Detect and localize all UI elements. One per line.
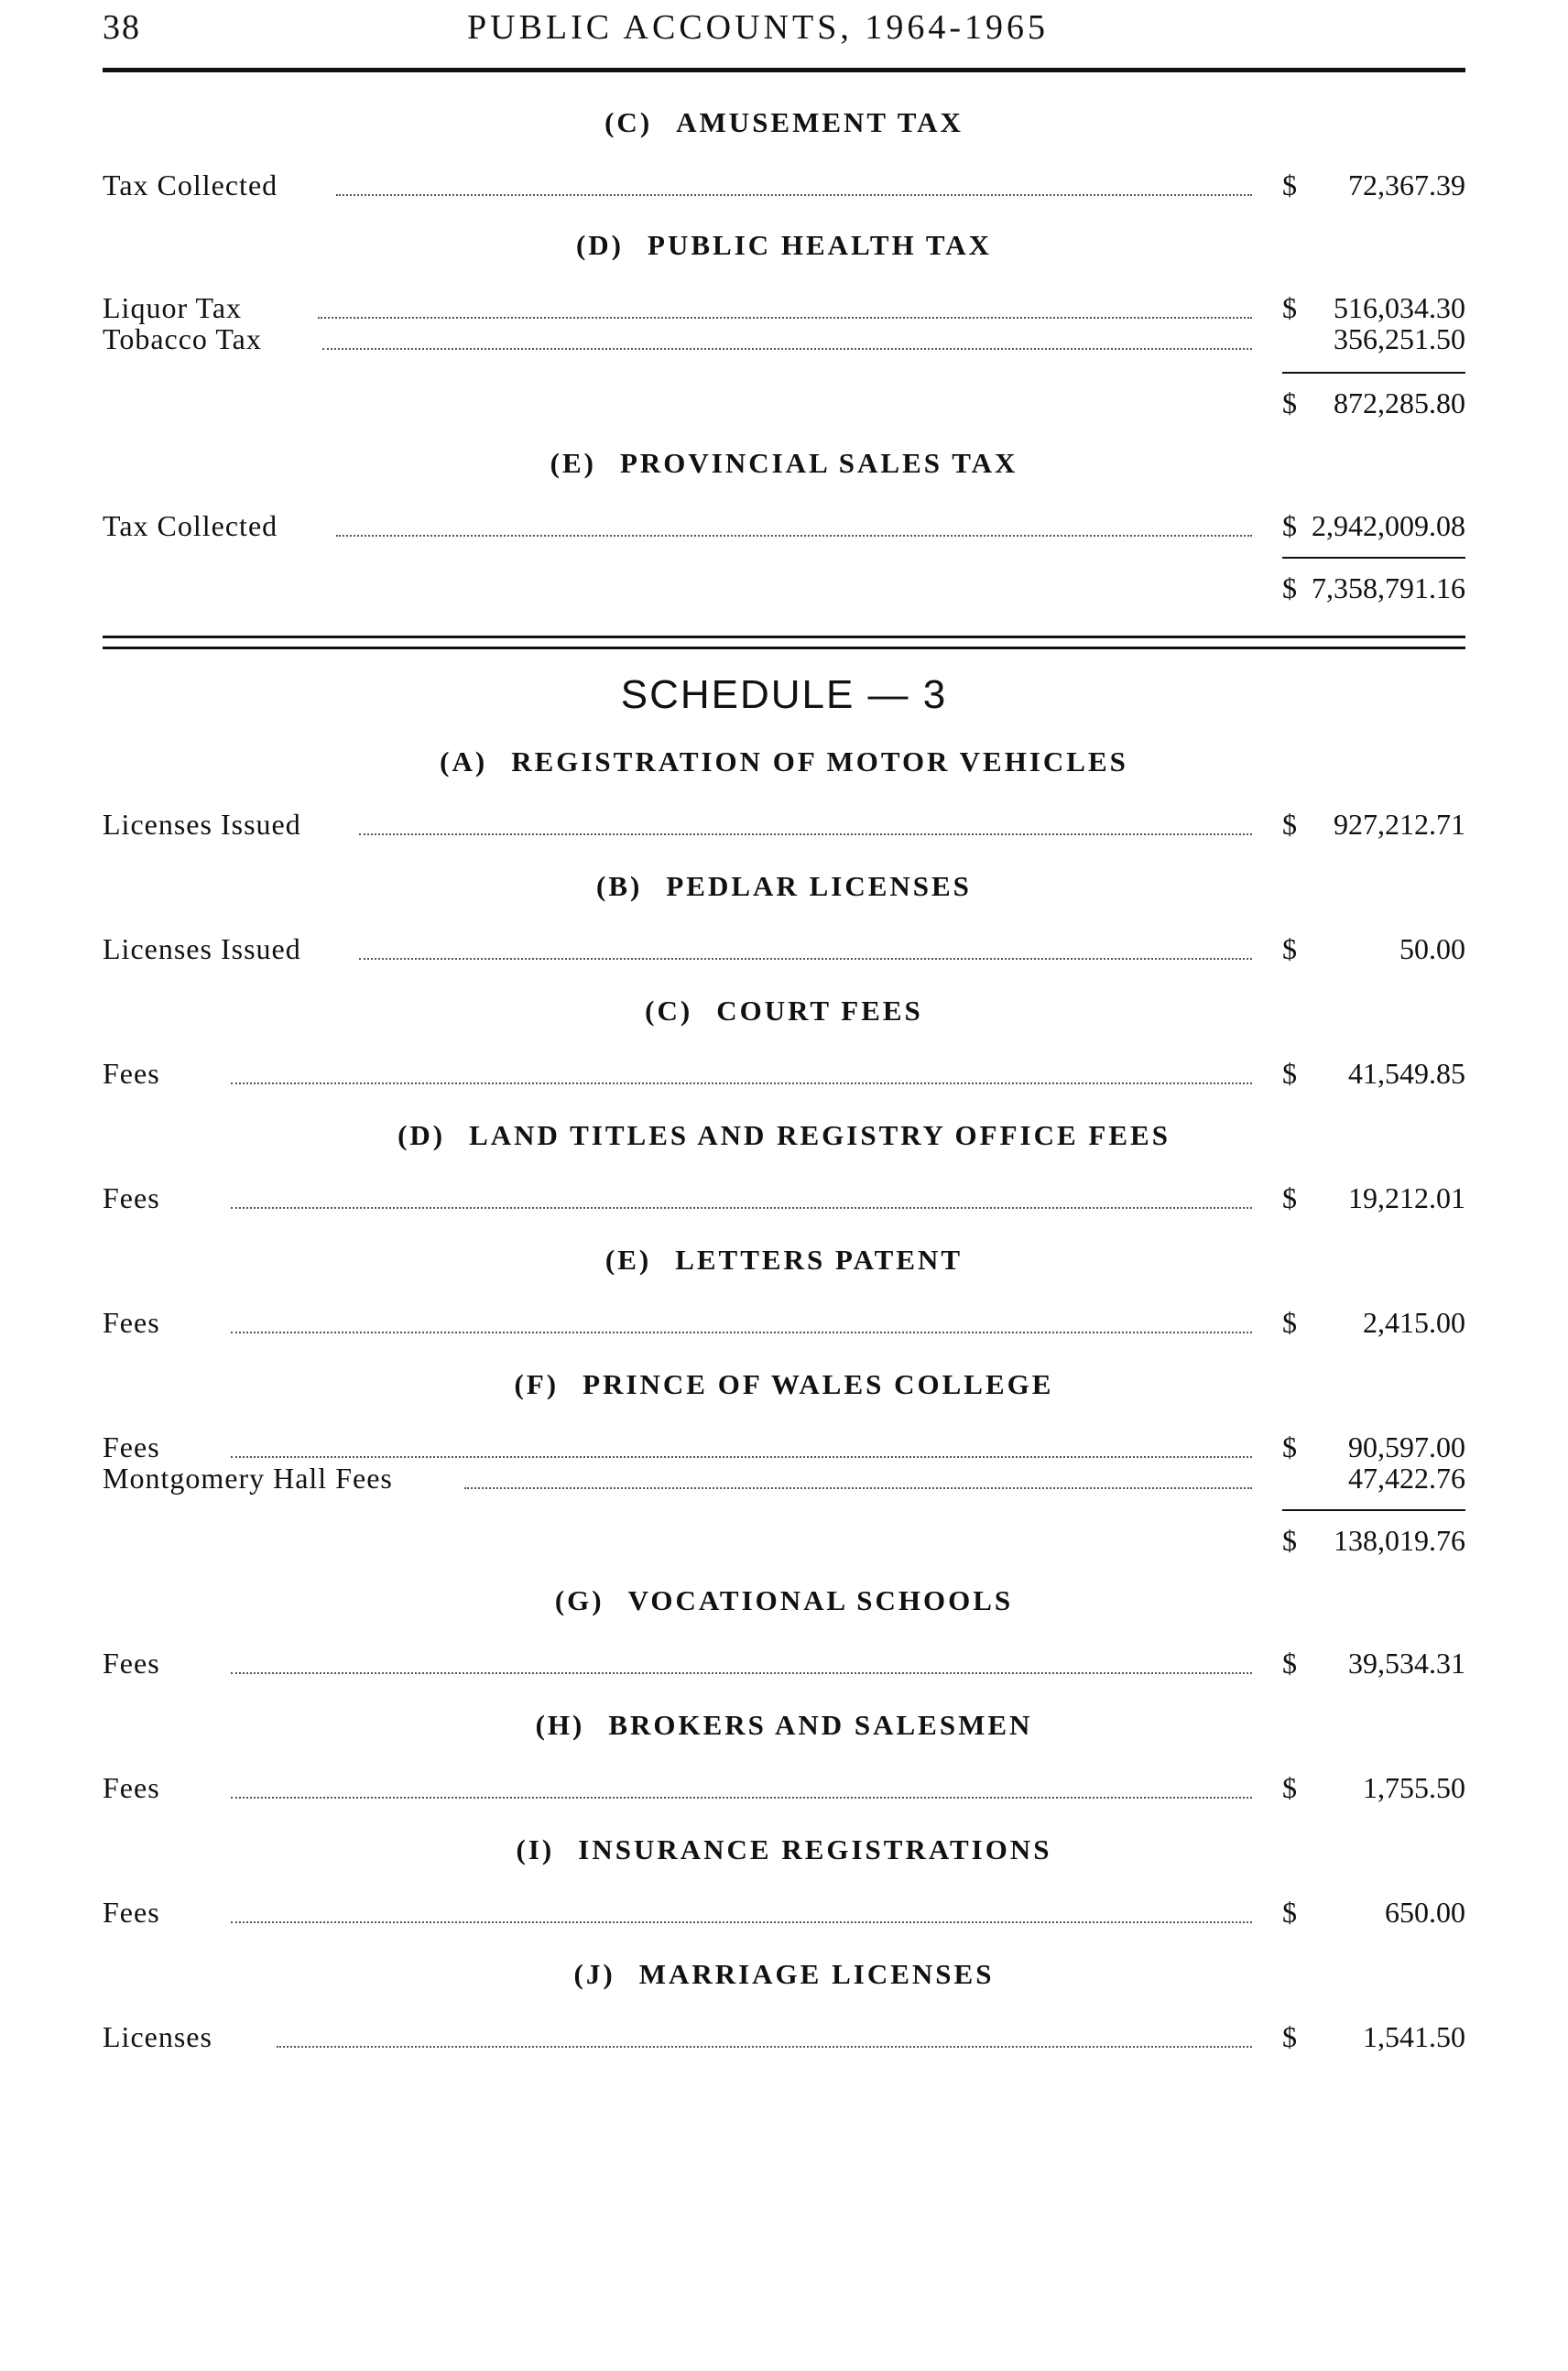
dot-leader: [231, 1332, 1252, 1333]
section-heading-provincial-sales-tax: (E) PROVINCIAL SALES TAX: [550, 447, 1018, 479]
ledger-row: [103, 1462, 1465, 1498]
dot-leader: [322, 348, 1252, 350]
ledger-row: [103, 169, 1465, 205]
dollar-sign: $: [1282, 932, 1297, 965]
dollar-sign: $: [1282, 509, 1297, 542]
row-amount: 1,541.50: [1363, 2020, 1465, 2053]
dot-leader: [336, 194, 1252, 196]
dot-leader: [231, 1921, 1252, 1923]
dollar-sign: $: [1282, 291, 1297, 324]
row-amount: 19,212.01: [1348, 1181, 1465, 1214]
section-heading-land-titles: (D) LAND TITLES AND REGISTRY OFFICE FEES: [397, 1119, 1171, 1151]
row-label: Tobacco Tax: [103, 322, 262, 355]
dot-leader: [277, 2046, 1252, 2048]
dollar-sign: $: [1282, 571, 1297, 604]
dollar-sign: $: [1282, 1524, 1297, 1557]
dollar-sign: $: [1282, 169, 1297, 201]
ledger-row: [103, 1181, 1465, 1218]
subtotal-amount: 872,285.80: [1334, 386, 1465, 419]
ledger-row: [103, 932, 1465, 969]
ledger-row: [103, 322, 1465, 359]
ledger-row: [103, 2020, 1465, 2057]
dot-leader: [359, 833, 1252, 835]
section-heading-letters-patent: (E) LETTERS PATENT: [604, 1244, 964, 1276]
section-heading-amusement-tax: (C) AMUSEMENT TAX: [604, 106, 964, 138]
row-amount: 72,367.39: [1348, 169, 1465, 201]
row-label: Fees: [103, 1306, 160, 1339]
dollar-sign: $: [1282, 1057, 1297, 1090]
ledger-row: [103, 509, 1465, 546]
row-label: Fees: [103, 1430, 160, 1463]
row-label: Licenses: [103, 2020, 212, 2053]
subtotal-rule: [1282, 1509, 1465, 1511]
section-heading-brokers-and-salesmen: (H) BROKERS AND SALESMEN: [535, 1709, 1033, 1741]
dot-leader: [231, 1797, 1252, 1799]
row-label: Montgomery Hall Fees: [103, 1462, 393, 1495]
grand-total-amount: 7,358,791.16: [1312, 571, 1465, 604]
row-label: Fees: [103, 1057, 160, 1090]
section-heading-court-fees: (C) COURT FEES: [645, 995, 923, 1027]
dot-leader: [359, 958, 1252, 960]
ledger-row: [103, 1057, 1465, 1093]
row-amount: 650.00: [1385, 1896, 1465, 1929]
header-rule: [103, 68, 1465, 72]
row-label: Tax Collected: [103, 169, 278, 201]
dot-leader: [336, 535, 1252, 537]
row-amount: 2,415.00: [1363, 1306, 1465, 1339]
ledger-row: [103, 1306, 1465, 1343]
page-number: 38: [103, 8, 141, 47]
row-label: Fees: [103, 1896, 160, 1929]
row-label: Tax Collected: [103, 509, 278, 542]
dollar-sign: $: [1282, 386, 1297, 419]
dot-leader: [231, 1082, 1252, 1084]
section-heading-insurance-registrations: (I) INSURANCE REGISTRATIONS: [516, 1833, 1052, 1865]
schedule-separator: [103, 636, 1465, 649]
row-amount: 90,597.00: [1348, 1430, 1465, 1463]
ledger-row: [103, 1896, 1465, 1932]
row-label: Liquor Tax: [103, 291, 243, 324]
dot-leader: [464, 1487, 1252, 1489]
subtotal-rule: [1282, 372, 1465, 374]
total-rule: [1282, 557, 1465, 559]
dot-leader: [231, 1207, 1252, 1209]
dollar-sign: $: [1282, 1647, 1297, 1680]
section-heading-public-health-tax: (D) PUBLIC HEALTH TAX: [575, 229, 993, 261]
row-amount: 2,942,009.08: [1312, 509, 1465, 542]
dot-leader: [231, 1456, 1252, 1458]
dot-leader: [231, 1672, 1252, 1674]
row-label: Licenses Issued: [103, 808, 301, 841]
subtotal-row: [103, 1524, 1465, 1561]
section-heading-prince-of-wales-college: (F) PRINCE OF WALES COLLEGE: [514, 1368, 1054, 1400]
row-amount: 47,422.76: [1348, 1462, 1465, 1495]
dollar-sign: $: [1282, 1771, 1297, 1804]
row-amount: 516,034.30: [1334, 291, 1465, 324]
row-label: Licenses Issued: [103, 932, 301, 965]
ledger-row: [103, 1647, 1465, 1683]
row-amount: 356,251.50: [1334, 322, 1465, 355]
dot-leader: [318, 317, 1252, 319]
dollar-sign: $: [1282, 1181, 1297, 1214]
subtotal-row: [103, 386, 1465, 423]
dollar-sign: $: [1282, 1430, 1297, 1463]
dollar-sign: $: [1282, 808, 1297, 841]
row-label: Fees: [103, 1771, 160, 1804]
grand-total-row: [103, 571, 1465, 608]
schedule-title: SCHEDULE — 3: [620, 672, 948, 717]
section-heading-motor-vehicles: (A) REGISTRATION OF MOTOR VEHICLES: [440, 745, 1128, 778]
ledger-row: [103, 808, 1465, 844]
page-header-title: PUBLIC ACCOUNTS, 1964-1965: [467, 8, 1049, 47]
dollar-sign: $: [1282, 1306, 1297, 1339]
section-heading-vocational-schools: (G) VOCATIONAL SCHOOLS: [554, 1584, 1014, 1616]
row-amount: 50.00: [1399, 932, 1465, 965]
subtotal-amount: 138,019.76: [1334, 1524, 1465, 1557]
row-amount: 927,212.71: [1334, 808, 1465, 841]
ledger-row: [103, 1771, 1465, 1808]
dollar-sign: $: [1282, 1896, 1297, 1929]
section-heading-marriage-licenses: (J) MARRIAGE LICENSES: [573, 1958, 995, 1990]
section-heading-pedlar-licenses: (B) PEDLAR LICENSES: [596, 870, 972, 902]
dollar-sign: $: [1282, 2020, 1297, 2053]
row-label: Fees: [103, 1647, 160, 1680]
row-label: Fees: [103, 1181, 160, 1214]
row-amount: 1,755.50: [1363, 1771, 1465, 1804]
row-amount: 41,549.85: [1348, 1057, 1465, 1090]
row-amount: 39,534.31: [1348, 1647, 1465, 1680]
